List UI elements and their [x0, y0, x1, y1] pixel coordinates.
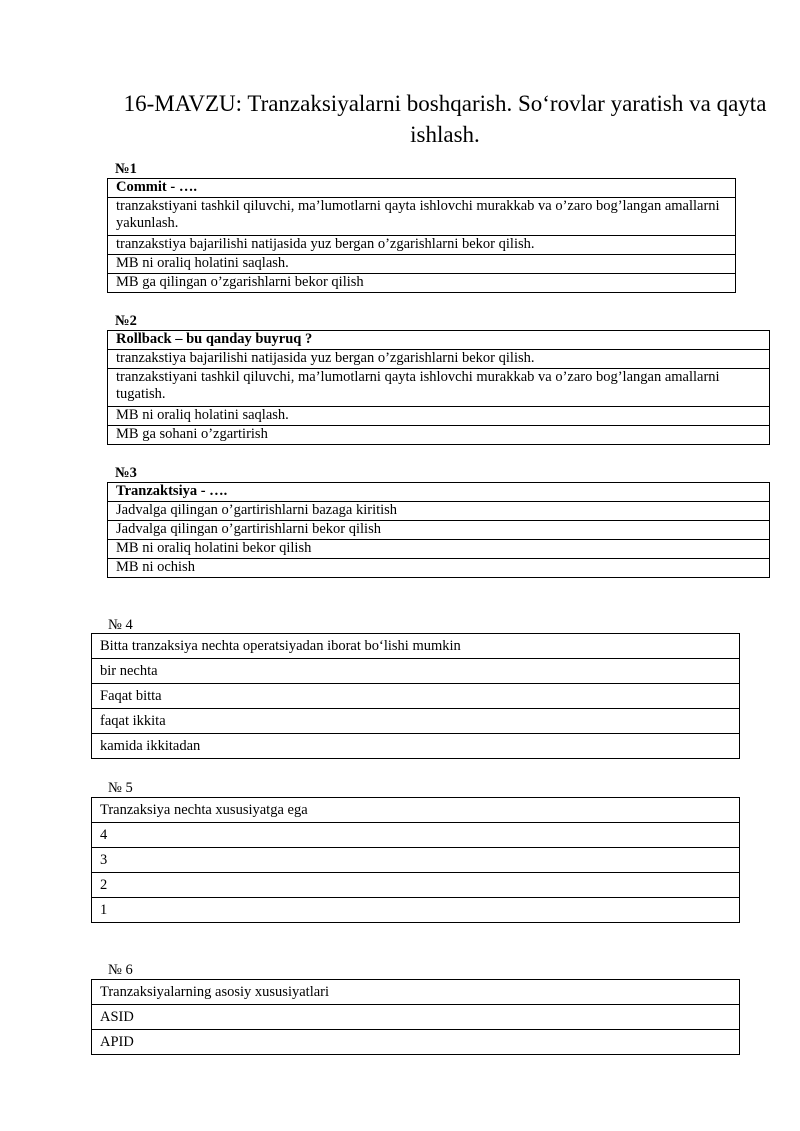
question-4-prompt: Bitta tranzaksiya nechta operatsiyadan iborat bo‘lishi mumkin: [92, 634, 740, 659]
question-1-number: №1: [115, 161, 137, 177]
question-5-option-1[interactable]: [92, 823, 740, 848]
question-5-option-3[interactable]: [92, 873, 740, 898]
question-6-number: № 6: [108, 962, 133, 978]
question-4-prompt-row: [92, 634, 740, 659]
question-2-prompt-row: [108, 331, 770, 350]
option-text: MB ga qilingan o’zgarishlarni bekor qilish: [108, 274, 736, 293]
question-2-option-3[interactable]: [108, 407, 770, 426]
question-3-prompt-row: [108, 483, 770, 502]
question-1-option-4[interactable]: [108, 274, 736, 293]
question-3-table: [107, 482, 770, 578]
option-text: faqat ikkita: [92, 709, 740, 734]
option-text: Faqat bitta: [92, 684, 740, 709]
question-3-option-4[interactable]: [108, 559, 770, 578]
question-3-option-2[interactable]: [108, 521, 770, 540]
option-text: ASID: [92, 1005, 740, 1030]
option-text: Jadvalga qilingan o’gartirishlarni bazaga kiritish: [108, 502, 770, 521]
question-1-table: [107, 178, 736, 293]
question-4-table: [91, 633, 740, 759]
question-1-prompt-row: [108, 179, 736, 198]
option-text: kamida ikkitadan: [92, 734, 740, 759]
question-5-option-4[interactable]: [92, 898, 740, 923]
question-5-number: № 5: [108, 780, 133, 796]
question-3-option-3[interactable]: [108, 540, 770, 559]
question-1-option-1[interactable]: [108, 198, 736, 236]
option-text: tranzakstiya bajarilishi natijasida yuz bergan o’zgarishlarni bekor qilish.: [108, 236, 736, 255]
question-6-option-2[interactable]: [92, 1030, 740, 1055]
option-text: MB ni oraliq holatini saqlash.: [108, 407, 770, 426]
option-text: tranzakstiyani tashkil qiluvchi, ma’lumotlarni qayta ishlovchi murakkab va o’zaro bog’langan amallarni tugatish.: [108, 369, 770, 407]
question-5-prompt: Tranzaksiya nechta xususiyatga ega: [92, 798, 740, 823]
option-text: tranzakstiya bajarilishi natijasida yuz bergan o’zgarishlarni bekor qilish.: [108, 350, 770, 369]
option-text: Jadvalga qilingan o’gartirishlarni bekor qilish: [108, 521, 770, 540]
question-4-option-4[interactable]: [92, 734, 740, 759]
question-5-table: [91, 797, 740, 923]
option-text: 4: [92, 823, 740, 848]
question-2-table: [107, 330, 770, 445]
question-3-number: №3: [115, 465, 137, 481]
question-6-prompt: Tranzaksiyalarning asosiy xususiyatlari: [92, 980, 740, 1005]
question-4-number: № 4: [108, 617, 133, 633]
question-3-prompt: Tranzaktsiya - ….: [108, 483, 770, 502]
question-1-prompt: Commit - ….: [108, 179, 736, 198]
question-1-option-3[interactable]: [108, 255, 736, 274]
page-title: 16-MAVZU: Tranzaksiyalarni boshqarish. So‘rovlar yaratish va qayta ishlash.: [123, 91, 767, 147]
question-4-option-1[interactable]: [92, 659, 740, 684]
question-2-number: №2: [115, 313, 137, 329]
question-5-option-2[interactable]: [92, 848, 740, 873]
question-6-prompt-row: [92, 980, 740, 1005]
question-5-prompt-row: [92, 798, 740, 823]
option-text: 3: [92, 848, 740, 873]
question-4-option-3[interactable]: [92, 709, 740, 734]
question-4-option-2[interactable]: [92, 684, 740, 709]
question-2-option-1[interactable]: [108, 350, 770, 369]
option-text: 2: [92, 873, 740, 898]
option-text: MB ni oraliq holatini bekor qilish: [108, 540, 770, 559]
option-text: 1: [92, 898, 740, 923]
question-2-prompt: Rollback – bu qanday buyruq ?: [108, 331, 770, 350]
question-1-option-2[interactable]: [108, 236, 736, 255]
option-text: bir nechta: [92, 659, 740, 684]
option-text: MB ni ochish: [108, 559, 770, 578]
question-6-option-1[interactable]: [92, 1005, 740, 1030]
option-text: APID: [92, 1030, 740, 1055]
option-text: MB ni oraliq holatini saqlash.: [108, 255, 736, 274]
question-2-option-2[interactable]: [108, 369, 770, 407]
option-text: tranzakstiyani tashkil qiluvchi, ma’lumotlarni qayta ishlovchi murakkab va o’zaro bog’langan amallarni yakunlash.: [108, 198, 736, 236]
option-text: MB ga sohani o’zgartirish: [108, 426, 770, 445]
question-2-option-4[interactable]: [108, 426, 770, 445]
question-3-option-1[interactable]: [108, 502, 770, 521]
question-6-table: [91, 979, 740, 1055]
